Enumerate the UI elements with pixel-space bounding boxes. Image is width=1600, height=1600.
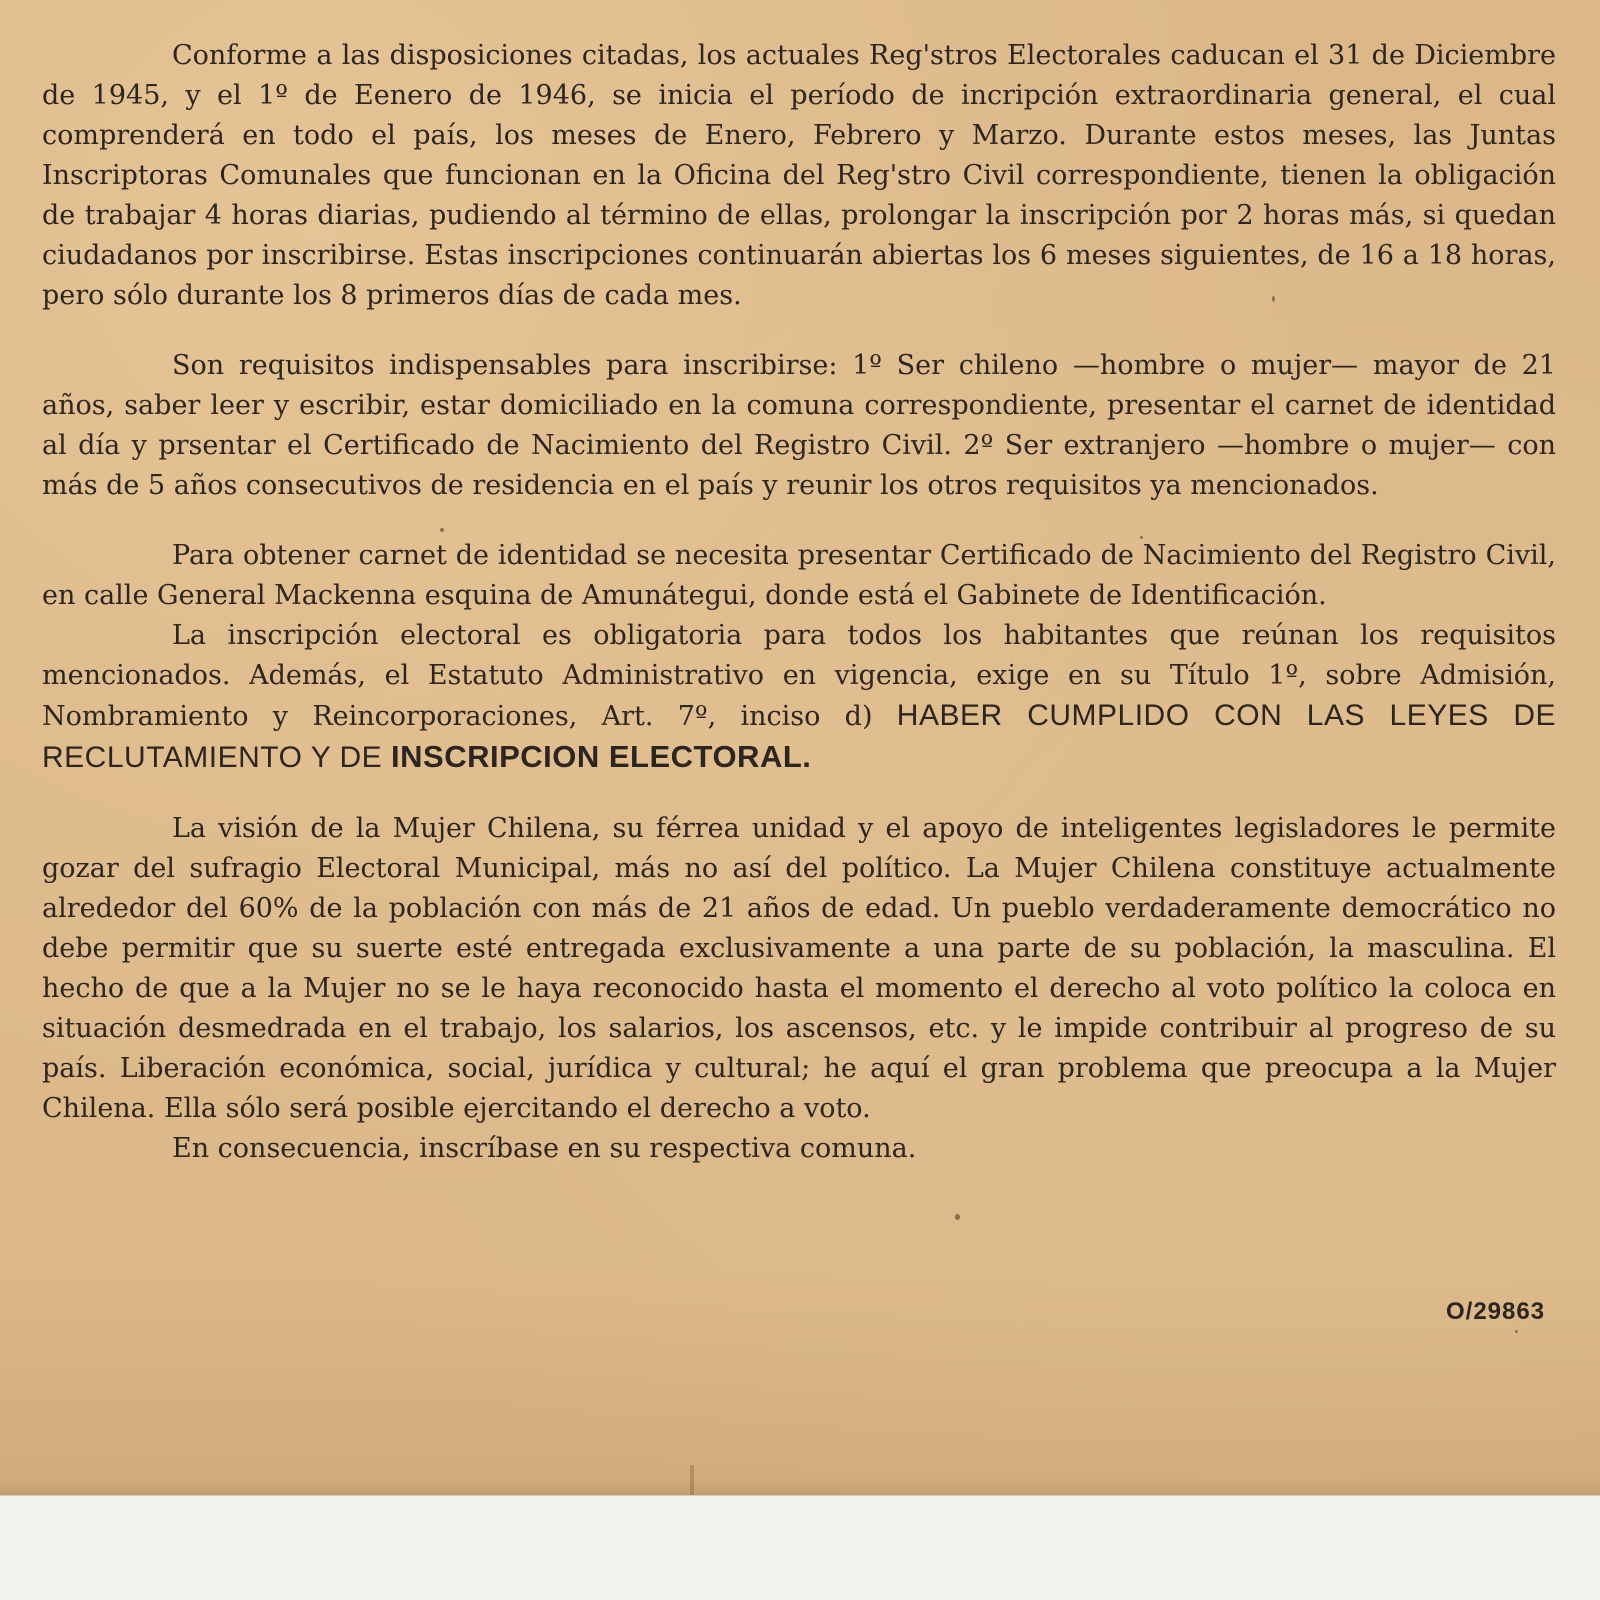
ink-speck [1272, 296, 1275, 302]
paragraph-requirements: Son requisitos indispensables para inscribirse: 1º Ser chileno —hombre o mujer— mayor de 21 años, saber leer y escribir, estar domiciliado en la comuna correspondiente, presentar el carnet de identidad al día y prsentar el Certificado de Nacimiento del Registro Civil. 2º Ser extranjero —hombre o mujer— con más de 5 años consecutivos de residencia en el país y reunir los otros requisitos ya mencionados. [42, 350, 1556, 501]
paragraph-women-vote: La visión de la Mujer Chilena, su férrea unidad y el apoyo de inteligentes legisladores le permite gozar del sufragio Electoral Municipal, más no así del político. La Mujer Chilena constituye actualmente alrededor del 60% de la población con más de 21 años de edad. Un pueblo verdaderamente democrático no debe permitir que su suerte esté entregada exclusivamente a una parte de su población, la masculina. El hecho de que a la Mujer no se le haya reconocido hasta el momento el derecho al voto político la coloca en situación desmedrada en el trabajo, los salarios, los ascensos, etc. y le impide contribuir al progreso de su país. Liberación económica, social, jurídica y cultural; he aquí el gran problema que preocupa a la Mujer Chilena. Ella sólo será posible ejercitando el derecho a voto. [42, 813, 1556, 1124]
paragraph-closing: En consecuencia, inscríbase en su respectiva comuna. [172, 1133, 917, 1164]
ink-speck [440, 528, 444, 532]
paragraph-identity-card: Para obtener carnet de identidad se necesita presentar Certificado de Nacimiento del Registro Civil, en calle General Mackenna esquina de Amunátegui, donde está el Gabinete de Identificación. [42, 540, 1556, 611]
obligation-text: La inscripción electoral es obligatoria para todos los habitantes que reúnan los requisitos mencionados. Además, el Estatuto Administrativo en vigencia, exige en su Título 1º, sobre Admisión, Nombramiento y Reincorporaciones, Art. 7º, inciso d) [42, 620, 1556, 732]
document-body [42, 36, 1556, 1169]
ink-speck [1140, 536, 1143, 539]
obligation-caps-text: HABER CUMPLIDO CON LAS LEYES DE RECLUTAMIENTO Y DE [42, 699, 1556, 774]
paper-bottom-edge [0, 1478, 1600, 1496]
paragraph-registration-period: Conforme a las disposiciones citadas, los actuales Reg'stros Electorales caducan el 31 de Diciembre de 1945, y el 1º de Eenero de 1946, se inicia el período de incripción extraordinaria general, el cual comprenderá en todo el país, los meses de Enero, Febrero y Marzo. Durante estos meses, las Juntas Inscriptoras Comunales que funcionan en la Oficina del Reg'stro Civil correspondiente, tienen la obligación de trabajar 4 horas diarias, pudiendo al término de ellas, prolongar la inscripción por 2 horas más, si quedan ciudadanos por inscribirse. Estas inscripciones continuarán abiertas los 6 meses siguientes, de 16 a 18 horas, pero sólo durante los 8 primeros días de cada mes. [42, 40, 1556, 311]
paper-tear [690, 1465, 694, 1495]
paragraph-obligation [42, 616, 1556, 779]
ink-speck [1515, 1330, 1518, 1333]
ink-speck [955, 1214, 960, 1220]
obligation-caps-bold-text: INSCRIPCION ELECTORAL. [391, 739, 812, 774]
reference-code: O/29863 [1446, 1298, 1546, 1325]
